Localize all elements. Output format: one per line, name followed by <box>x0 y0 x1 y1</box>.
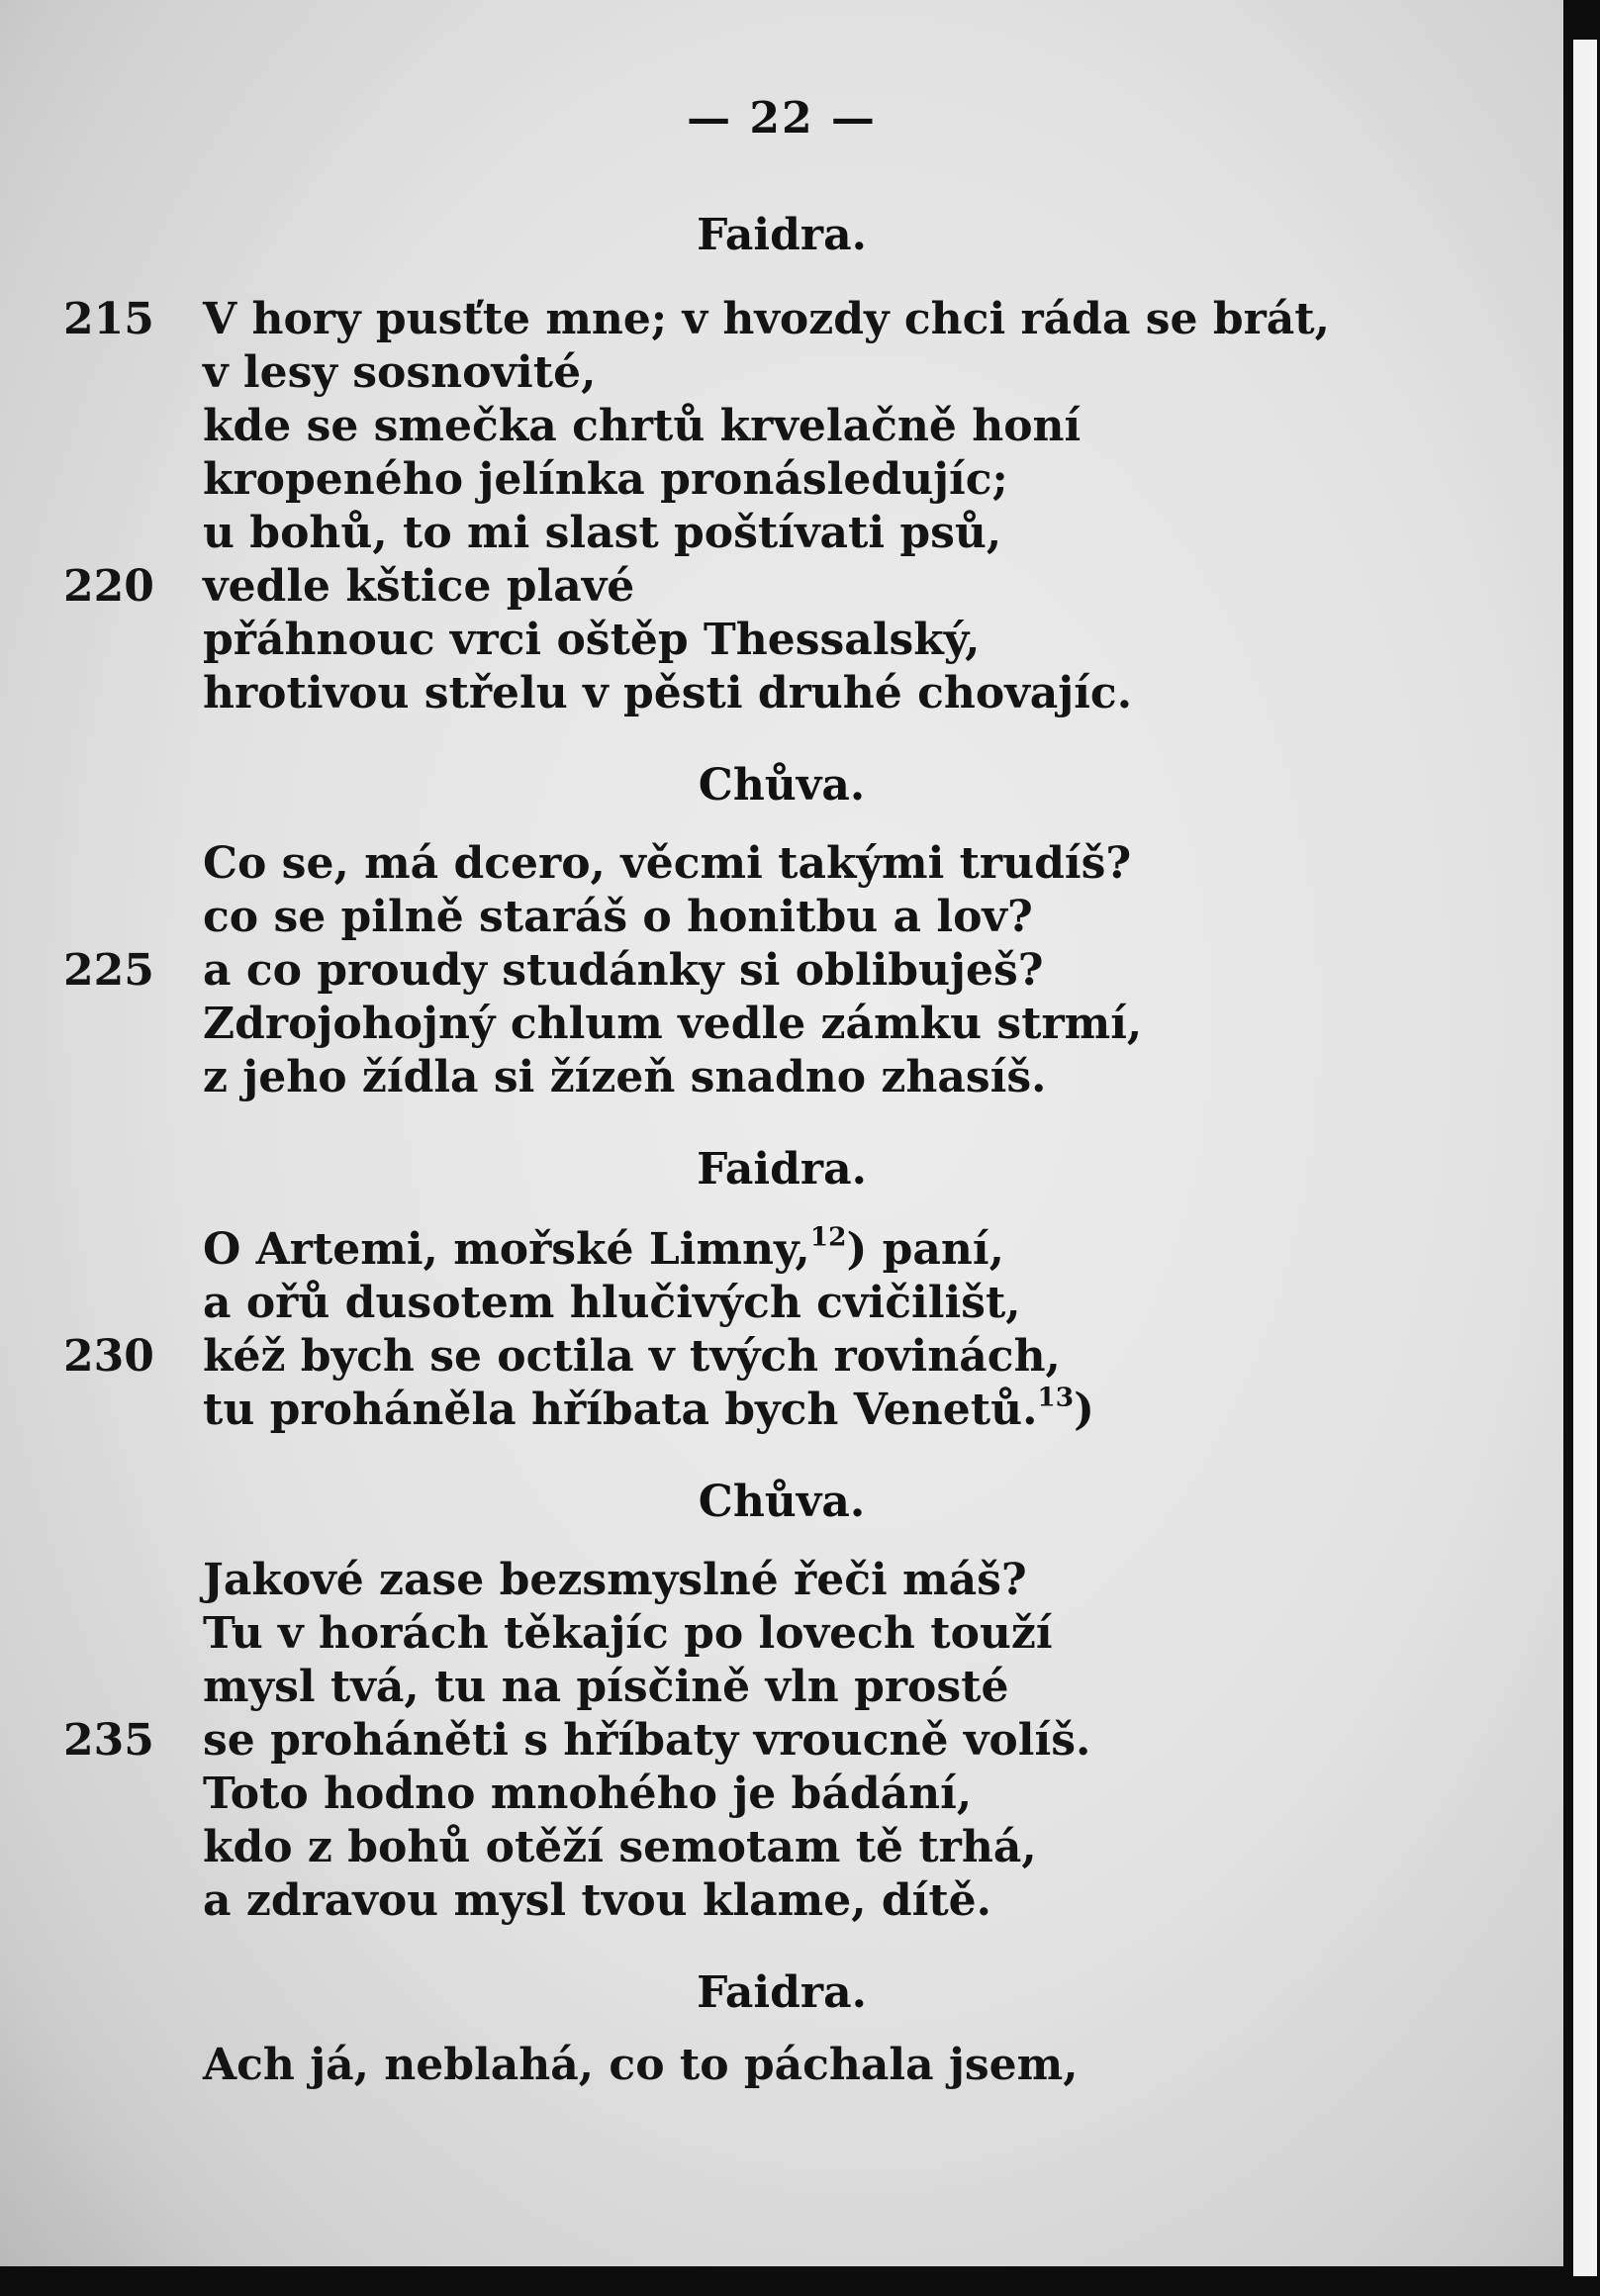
line-number: 235 <box>63 1715 154 1766</box>
verse-text-tail: ) <box>1074 1385 1094 1435</box>
verse-line: se proháněti s hříbaty vroucně volíš. <box>203 1715 1091 1766</box>
footnote-ref: 12 <box>809 1221 847 1253</box>
verse-line <box>203 1223 1004 1277</box>
verse-line: co se pilně staráš o honitbu a lov? <box>203 892 1033 942</box>
verse-line: mysl tvá, tu na písčině vln prosté <box>203 1662 1009 1712</box>
verse-line <box>203 1384 1094 1437</box>
verse-line: Jakové zase bezsmyslné řeči máš? <box>203 1555 1027 1605</box>
verse-line: v lesy sosnovité, <box>203 347 597 398</box>
verse-line: kde se smečka chrtů krvelačně honí <box>203 401 1082 451</box>
verse-line: Zdrojohojný chlum vedle zámku strmí, <box>203 999 1143 1049</box>
verse-line: Co se, má dcero, věcmi takými trudíš? <box>203 838 1132 889</box>
verse-line: vedle kštice plavé <box>203 561 635 612</box>
speaker-name: Chůva. <box>698 1477 866 1527</box>
verse-line: z jeho žídla si žízeň snadno zhasíš. <box>203 1052 1047 1102</box>
verse-text-tail: ) paní, <box>846 1224 1004 1275</box>
speaker-name: Chůva. <box>698 760 866 811</box>
line-number: 215 <box>63 294 154 344</box>
speaker-name: Faidra. <box>697 1967 867 2018</box>
verse-line: a ořů dusotem hlučivých cvičilišt, <box>203 1278 1021 1328</box>
adjacent-page-edge <box>1573 40 1597 2276</box>
line-number: 230 <box>63 1331 154 1382</box>
verse-line: V hory pusťte mne; v hvozdy chci ráda se brát, <box>203 294 1330 344</box>
verse-line: přáhnouc vrci oštěp Thessalský, <box>203 615 981 665</box>
verse-line: Tu v horách těkajíc po lovech touží <box>203 1608 1053 1659</box>
verse-line: Toto hodno mnohého je bádání, <box>203 1769 973 1819</box>
verse-line: kropeného jelínka pronásledujíc; <box>203 454 1008 505</box>
speaker-name: Faidra. <box>697 1144 867 1195</box>
verse-line: kdo z bohů otěží semotam tě trhá, <box>203 1822 1037 1872</box>
verse-line: a zdravou mysl tvou klame, dítě. <box>203 1875 991 1926</box>
page-number: — 22 — <box>687 93 877 144</box>
footnote-ref: 13 <box>1037 1382 1075 1413</box>
verse-line: hrotivou střelu v pěsti druhé chovajíc. <box>203 668 1133 718</box>
verse-line: kéž bych se octila v tvých rovinách, <box>203 1331 1061 1382</box>
verse-text: O Artemi, mořské Limny, <box>203 1224 810 1275</box>
line-number: 220 <box>63 561 154 612</box>
verse-line: Ach já, neblahá, co to páchala jsem, <box>203 2040 1079 2090</box>
line-number: 225 <box>63 945 154 996</box>
verse-line: u bohů, to mi slast poštívati psů, <box>203 508 1002 558</box>
verse-line: a co proudy studánky si oblibuješ? <box>203 945 1044 996</box>
speaker-name: Faidra. <box>697 210 867 260</box>
verse-text: tu proháněla hříbata bych Venetů. <box>203 1385 1038 1435</box>
